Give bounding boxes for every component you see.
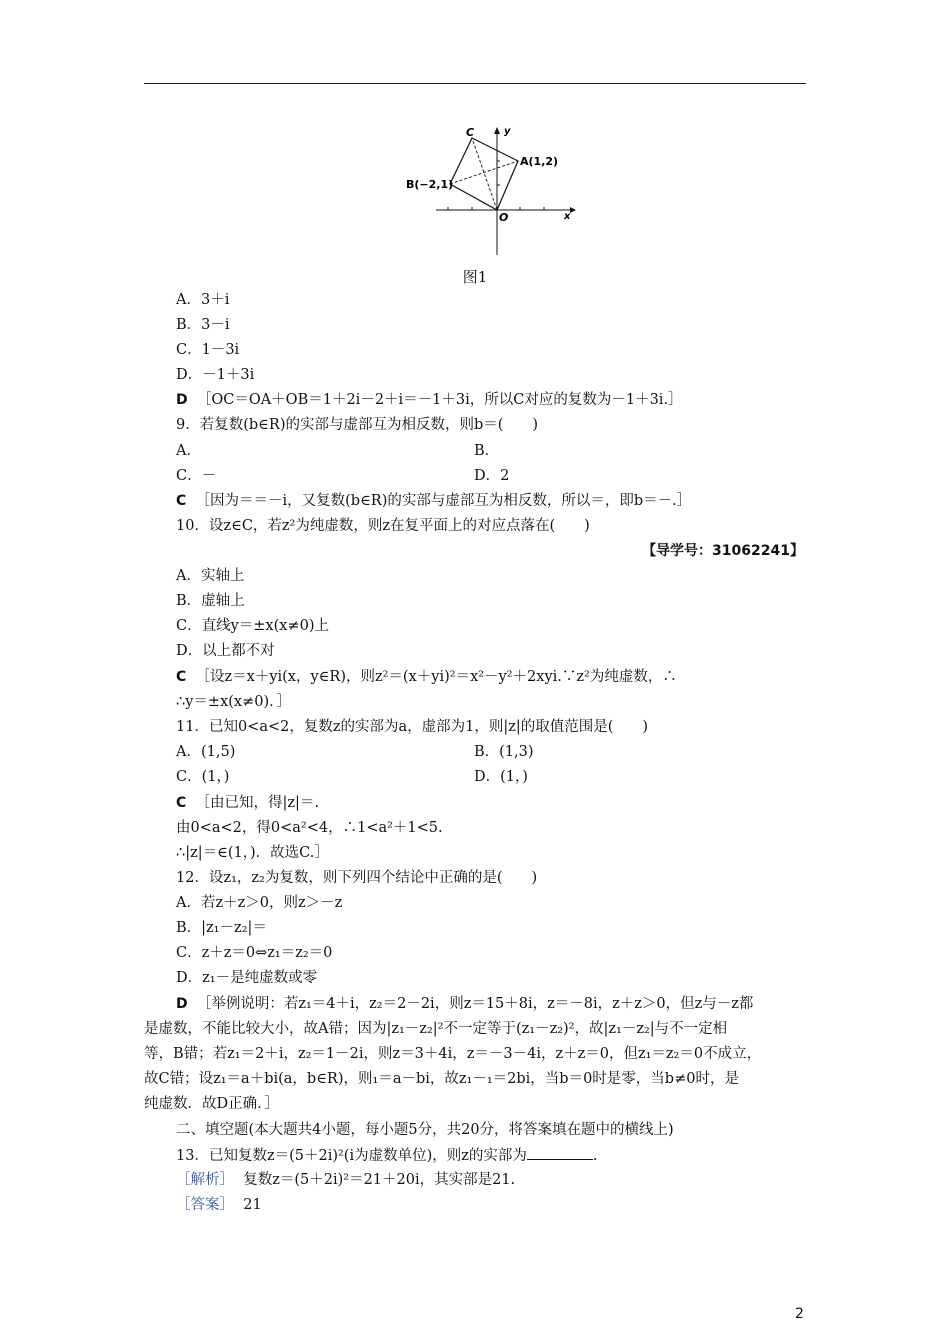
q10-option-a: A．实轴上 <box>176 568 245 584</box>
q8-answer: D <box>176 392 188 408</box>
q11-option-a: A．(1,5) <box>176 744 236 760</box>
q10-option-d: D．以上都不对 <box>176 643 275 659</box>
q11-explanation-line2: 由0<a<2，得0<a²<4，∴1<a²＋1<5. <box>176 820 443 836</box>
diagonal-ab <box>450 161 518 184</box>
q8-solution <box>176 390 683 410</box>
q8-option-c: C．1－3i <box>176 342 240 358</box>
label-y: y <box>504 126 511 137</box>
header-rule <box>144 83 806 84</box>
q8-option-a: A．3＋i <box>176 292 230 308</box>
parallelogram <box>450 138 518 210</box>
y-axis-arrow <box>494 127 500 134</box>
q11-answer: C <box>176 795 187 811</box>
q13-answer-blank <box>527 1145 593 1160</box>
q12-option-b: B．|z₁－z₂|＝ <box>176 920 267 936</box>
q11-option-b: B．(1,3) <box>474 744 534 760</box>
q12-answer: D <box>176 996 188 1012</box>
q13-stem-text: 13．已知复数z＝(5＋2i)²(i为虚数单位)，则z的实部为 <box>176 1148 527 1164</box>
q10-stem: 10．设z∈C，若z²为纯虚数，则z在复平面上的对应点落在( ) <box>176 518 590 534</box>
q11-stem: 11．已知0<a<2，复数z的实部为a，虚部为1，则|z|的取值范围是( ) <box>176 719 649 735</box>
q13-stem <box>176 1145 598 1166</box>
q13-answer-tag: ［答案］ <box>176 1197 234 1213</box>
q13-analysis-tag: ［解析］ <box>176 1172 234 1188</box>
q12-option-a: A．若z＋z＞0，则z＞－z <box>176 895 343 911</box>
figure-caption: 图1 <box>462 268 488 286</box>
q11-option-c: C．(1，) <box>176 769 230 785</box>
q11-explanation-line3: ∴|z|＝∈(1，)．故选C.］ <box>176 845 329 861</box>
q9-answer: C <box>176 493 187 509</box>
q12-explanation-line2: 是虚数，不能比较大小，故A错；因为|z₁－z₂|²不一定等于(z₁－z₂)²，故|z₁－z₂|与不一定相 <box>144 1021 728 1037</box>
q12-option-d: D．z₁－是纯虚数或零 <box>176 970 318 986</box>
q13-answer-value: 21 <box>243 1197 262 1213</box>
q10-option-b: B．虚轴上 <box>176 593 245 609</box>
page-number: 2 <box>795 1306 804 1322</box>
q9-option-c: C．－ <box>176 468 217 484</box>
q12-explanation-line3: 等，B错；若z₁＝2＋i，z₂＝1－2i，则z＝3＋4i，z＝－3－4i，z＋z＝0，但z₁＝z₂＝0不成立， <box>144 1046 762 1062</box>
q10-explanation-line1: ［设z＝x＋yi(x，y∈R)，则z²＝(x＋yi)²＝x²－y²＋2xyi.∵z²为纯虚数，∴ <box>195 669 677 685</box>
q9-solution <box>176 491 691 511</box>
q11-solution <box>176 793 319 813</box>
q11-option-d: D．(1，) <box>474 769 528 785</box>
figure-complex-plane <box>400 120 580 260</box>
label-a: A(1,2) <box>520 155 559 168</box>
label-b: B(−2,1) <box>406 178 454 191</box>
q8-option-d: D．－1＋3i <box>176 367 255 383</box>
q9-explanation: ［因为＝＝－i，又复数(b∈R)的实部与虚部互为相反数，所以＝，即b＝－.］ <box>195 493 692 509</box>
q9-option-b: B． <box>474 443 500 459</box>
q12-explanation-line4: 故C错；设z₁＝a＋bi(a，b∈R)，则₁＝a－bi，故z₁－₁＝2bi，当b＝0时是零，当b≠0时，是 <box>144 1071 739 1087</box>
q8-option-b: B．3－i <box>176 317 230 333</box>
q8-explanation: ［OC＝OA＋OB＝1＋2i－2＋i＝－1＋3i，所以C对应的复数为－1＋3i.］ <box>196 392 683 408</box>
label-c: C <box>466 126 475 139</box>
q10-explanation-line2: ∴y＝±x(x≠0)．］ <box>176 694 291 710</box>
q12-explanation-line1: ［举例说明：若z₁＝4＋i，z₂＝2－2i，则z＝15＋8i，z＝－8i，z＋z＞0，但z与－z都 <box>196 996 754 1012</box>
label-origin: O <box>499 211 509 224</box>
q11-explanation-line1: ［由已知，得|z|＝. <box>195 795 320 811</box>
q13-answer-line <box>176 1195 262 1215</box>
q12-explanation-line5: 纯虚数．故D正确．］ <box>144 1096 279 1112</box>
q13-analysis <box>176 1170 515 1190</box>
q12-stem: 12．设z₁，z₂为复数，则下列四个结论中正确的是( ) <box>176 870 538 886</box>
q9-option-a: A． <box>176 443 201 459</box>
q13-stem-end: . <box>592 1148 598 1164</box>
q10-guide-number: 【导学号：31062241】 <box>642 543 804 559</box>
label-x: x <box>564 211 571 222</box>
q9-stem: 9．若复数(b∈R)的实部与虚部互为相反数，则b＝( ) <box>176 417 539 433</box>
q13-analysis-text: 复数z＝(5＋2i)²＝21＋20i，其实部是21. <box>243 1172 516 1188</box>
section2-heading: 二、填空题(本大题共4小题，每小题5分，共20分，将答案填在题中的横线上) <box>176 1122 674 1138</box>
q10-solution <box>176 667 677 687</box>
q12-option-c: C．z＋z＝0⇔z₁＝z₂＝0 <box>176 945 333 961</box>
q12-solution <box>176 994 753 1014</box>
q10-option-c: C．直线y＝±x(x≠0)上 <box>176 618 329 634</box>
q10-answer: C <box>176 669 187 685</box>
q9-option-d: D．2 <box>474 468 510 484</box>
x-axis-arrow <box>570 207 576 213</box>
